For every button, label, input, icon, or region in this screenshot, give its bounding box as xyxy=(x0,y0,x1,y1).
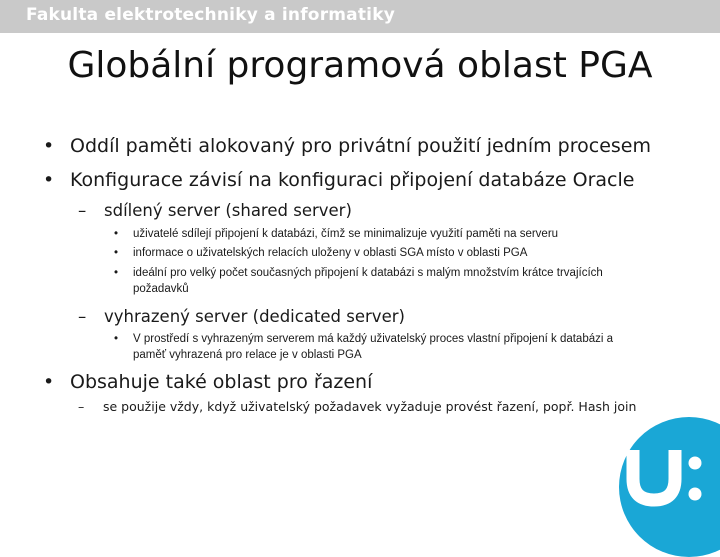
dash-icon: – xyxy=(78,399,85,414)
university-logo xyxy=(619,417,720,557)
slide-title: Globální programová oblast PGA xyxy=(67,45,653,86)
shared-item: uživatelé sdílejí připojení k databázi, čímž se minimalizuje využití paměti na serveru xyxy=(133,228,559,240)
shared-item-continuation: požadavků xyxy=(133,283,189,295)
bullet-icon: • xyxy=(43,135,55,157)
sort-sub-text: se použije vždy, když uživatelský požadavek vyžaduje provést řazení, popř. Hash join xyxy=(103,399,637,414)
sort-bullet-text: Obsahuje také oblast pro řazení xyxy=(70,371,373,393)
dedicated-item-continuation: paměť vyhrazená pro relace je v oblasti PGA xyxy=(133,349,362,361)
bullet-icon: • xyxy=(114,267,119,279)
bullet-icon: • xyxy=(114,228,119,240)
faculty-name: Fakulta elektrotechniky a informatiky xyxy=(26,5,395,25)
shared-item: ideální pro velký počet současných připojení k databázi s malým množstvím krátce trvajících xyxy=(133,267,603,279)
bullet-text: Oddíl paměti alokovaný pro privátní použití jedním procesem xyxy=(70,135,651,157)
bullet-text: Konfigurace závisí na konfiguraci připojení databáze Oracle xyxy=(70,169,635,191)
logo-u-icon xyxy=(619,417,720,557)
bullet-icon: • xyxy=(43,371,55,393)
bullet-icon: • xyxy=(114,333,119,345)
dash-icon: – xyxy=(78,201,87,220)
bullet-icon: • xyxy=(114,247,119,259)
bullet-icon: • xyxy=(43,169,55,191)
shared-item: informace o uživatelských relacích uloženy v oblasti SGA místo v oblasti PGA xyxy=(133,247,528,259)
dedicated-item: V prostředí s vyhrazeným serverem má každý uživatelský proces vlastní připojení k databázi a xyxy=(133,333,614,345)
dash-icon: – xyxy=(78,307,87,326)
dedicated-server-label: vyhrazený server (dedicated server) xyxy=(104,307,405,326)
shared-server-label: sdílený server (shared server) xyxy=(104,201,352,220)
